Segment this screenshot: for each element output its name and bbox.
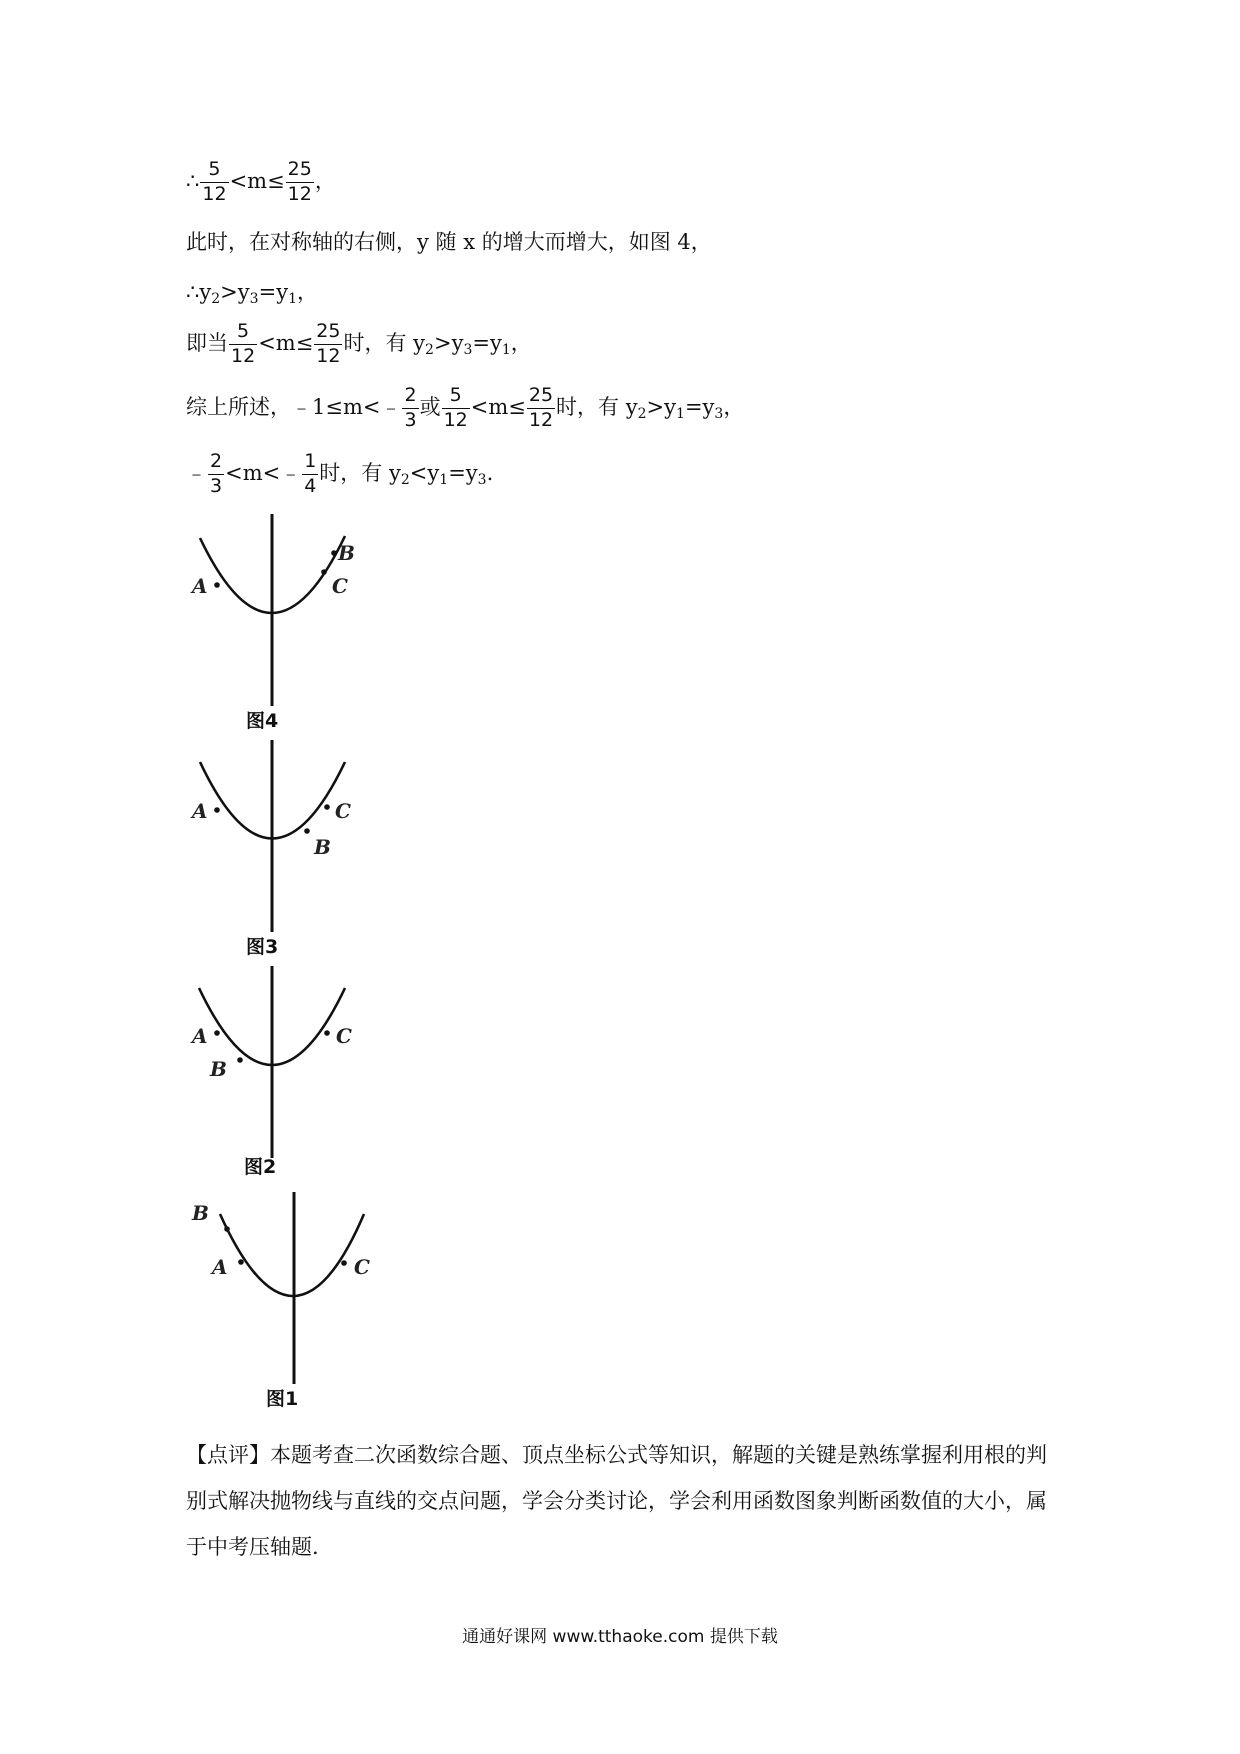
- math-line-3: $\therefore y_2>y_3=y_1$，: [186, 280, 318, 307]
- point-c: [341, 1260, 347, 1266]
- figure-3: [180, 740, 380, 958]
- label-c: C: [332, 574, 348, 598]
- figure-caption: 图3: [246, 936, 279, 958]
- math-line-5: 综上所述，﹣1≤m<﹣ $\frac{2}{3}$ 或 $\frac{5}{12}$ <m≤ $\frac{25}{12}$ 时，有 $y_2>y_1=y_3$，: [186, 384, 745, 431]
- label-b: B: [338, 541, 355, 565]
- math-line-4: 即当 $\frac{5}{12}$ <m≤ $\frac{25}{12}$ 时，有 $y_2>y_3=y_1$，: [186, 320, 532, 367]
- label-b: B: [314, 835, 331, 859]
- point-c: [324, 804, 330, 810]
- label-b: B: [192, 1201, 209, 1225]
- label-a: A: [192, 574, 208, 598]
- fraction: $\frac{5}{12}$: [202, 158, 227, 205]
- fraction: $\frac{25}{12}$: [287, 158, 312, 205]
- point-c: [324, 1030, 330, 1036]
- point-b: [331, 550, 337, 556]
- fraction: $\frac{25}{12}$: [528, 384, 554, 431]
- figure-caption: 图4: [246, 710, 279, 732]
- fraction: $\frac{2}{3}$: [404, 384, 417, 431]
- comment-paragraph: [186, 1432, 1066, 1570]
- point-c: [321, 569, 327, 575]
- figure-1: [180, 1192, 380, 1410]
- math-line-1: ∴ $\frac{5}{12}$ <m≤ $\frac{25}{12}$ ，: [186, 158, 336, 205]
- point-b: [237, 1057, 243, 1063]
- fraction: $\frac{1}{4}$: [304, 450, 317, 497]
- label-c: C: [335, 799, 351, 823]
- fraction: $\frac{5}{12}$: [443, 384, 468, 431]
- fraction: $\frac{25}{12}$: [316, 320, 341, 367]
- figure-4: [180, 514, 380, 732]
- parabola-curve: [220, 1214, 364, 1296]
- figure-caption: 图1: [266, 1388, 299, 1410]
- fraction: $\frac{5}{12}$: [231, 320, 256, 367]
- point-a: [214, 582, 220, 588]
- point-a: [238, 1259, 244, 1265]
- point-a: [214, 807, 220, 813]
- parabola-diagram: [180, 966, 380, 1166]
- label-a: A: [192, 799, 208, 823]
- comment-tag: 【点评】: [186, 1443, 270, 1467]
- math-line-6: ﹣ $\frac{2}{3}$ <m<﹣ $\frac{1}{4}$ 时，有 $y_2<y_1=y_3$.: [186, 450, 494, 497]
- label-b: B: [210, 1057, 227, 1081]
- figure-2: [180, 966, 380, 1178]
- figure-caption: 图2: [244, 1156, 277, 1178]
- point-b: [304, 828, 310, 834]
- parabola-diagram: [180, 1192, 380, 1392]
- label-c: C: [336, 1024, 352, 1048]
- label-a: A: [192, 1024, 208, 1048]
- label-a: A: [212, 1255, 228, 1279]
- point-b: [224, 1226, 230, 1232]
- label-c: C: [354, 1255, 370, 1279]
- point-a: [214, 1030, 220, 1036]
- parabola-diagram: [180, 740, 380, 940]
- page-footer: 通通好课网 www.tthaoke.com 提供下载: [462, 1627, 778, 1647]
- fraction: $\frac{2}{3}$: [210, 450, 223, 497]
- parabola-diagram: [180, 514, 380, 714]
- comment-text: 本题考查二次函数综合题、顶点坐标公式等知识，解题的关键是熟练掌握利用根的判别式解决抛物线与直线的交点问题，学会分类讨论，学会利用函数图象判断函数值的大小，属于中考压轴题.: [186, 1443, 1047, 1559]
- text-line-2: 此时，在对称轴的右侧，y 随 x 的增大而增大，如图 4，: [186, 230, 712, 254]
- therefore-symbol: ∴: [186, 168, 200, 193]
